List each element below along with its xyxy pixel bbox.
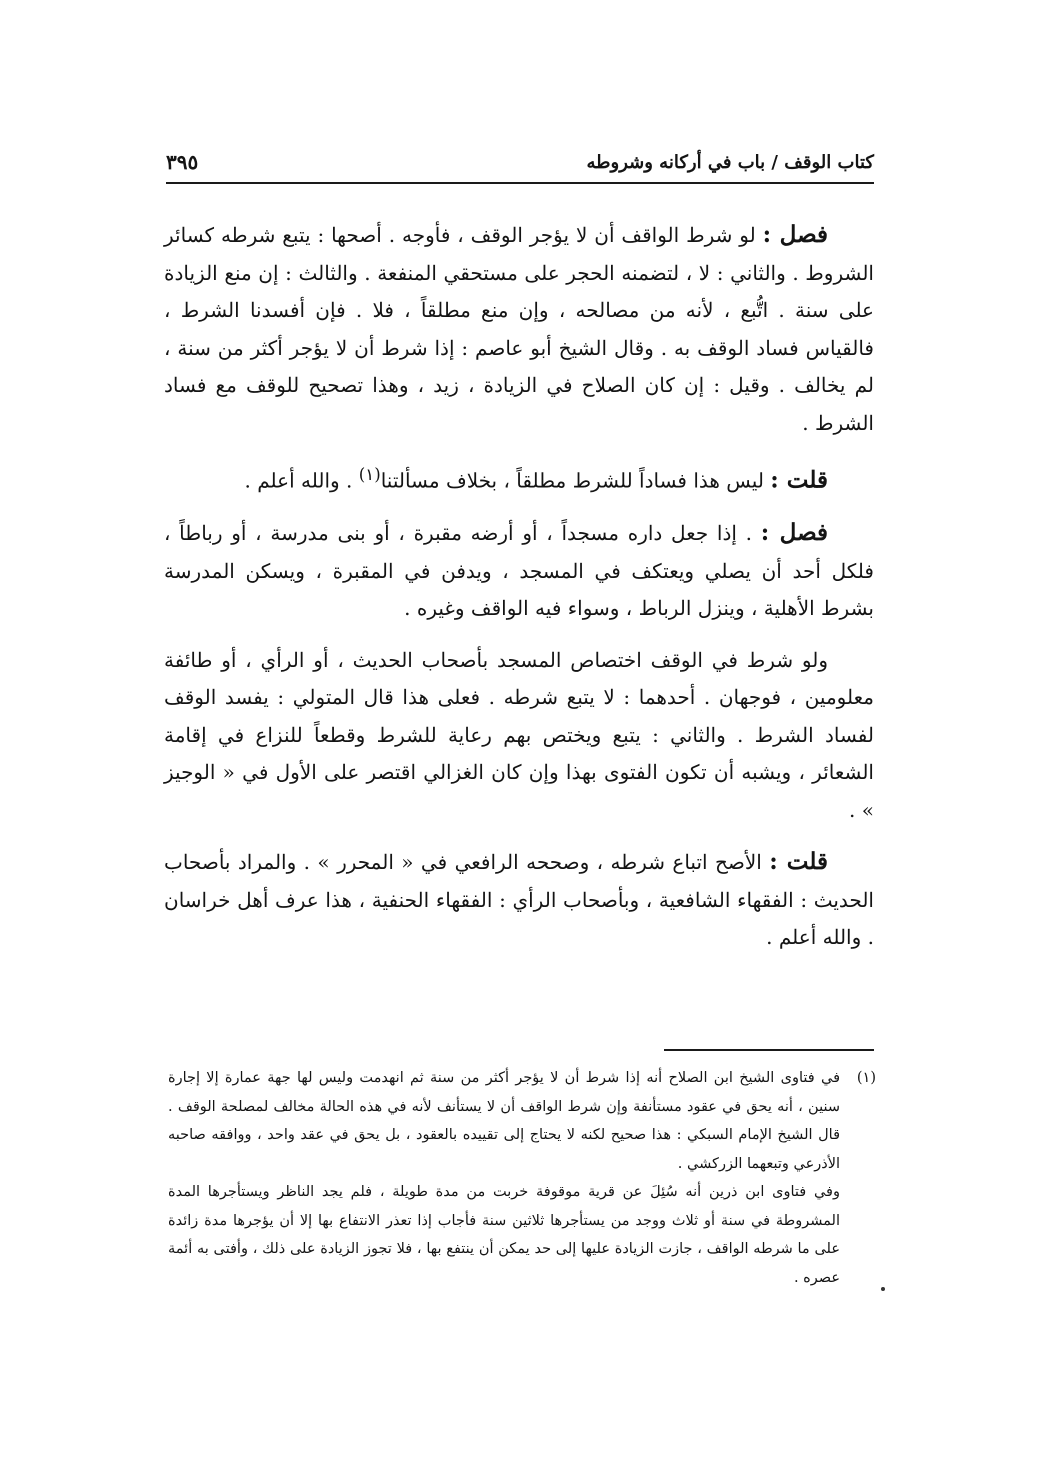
margin-mark: [881, 1287, 885, 1291]
paragraph-text: ولو شرط في الوقف اختصاص المسجد بأصحاب الحديث ، أو الرأي ، أو طائفة معلومين ، فوجهان . أحدهما : لا يتبع شرطه . فعلى هذا قال المتولي : يفسد الوقف لفساد الشرط . والثاني : يتبع ويختص بهم رعاية للشرط وقطعاً للنزاع في إقامة الشعائر ، ويشبه أن تكون الفتوى بهذا وإن كان الغزالي اقتصر على الأول في « الوجيز » .: [164, 647, 874, 822]
note-heading: قلت :: [769, 848, 829, 876]
paragraph-tail: . والله أعلم .: [244, 468, 353, 493]
footnote-marker: (١): [856, 1070, 876, 1086]
note-heading: قلت :: [770, 466, 828, 494]
paragraph-1: [164, 216, 874, 442]
running-title: كتاب الوقف / باب في أركانه وشروطه: [586, 152, 874, 173]
footnote-ref: (١): [358, 465, 381, 484]
footnote-1-continued: [168, 1178, 876, 1292]
paragraph-text: الأصح اتباع شرطه ، وصححه الرافعي في « المحرر » . والمراد بأصحاب الحديث : الفقهاء الشافعية ، وبأصحاب الرأي : الفقهاء الحنفية ، هذا عرف أهل خراسان . والله أعلم .: [164, 850, 874, 950]
section-heading: فصل :: [762, 221, 829, 248]
section-heading: فصل :: [760, 519, 829, 547]
paragraph-text: . إذا جعل داره مسجداً ، أو أرضه مقبرة ، أو بنى مدرسة ، أو رباطاً ، فلكل أحد أن يصلي ويعتكف في المسجد ، ويدفن في المقبرة ، ويسكن المدرسة بشرط الأهلية ، وينزل الرباط ، وسواء فيه الواقف وغيره .: [164, 521, 874, 621]
paragraph-3: [164, 514, 874, 628]
page-header: [166, 146, 874, 184]
footnote-separator: [664, 1049, 874, 1051]
footnotes: [168, 1064, 876, 1292]
page-number: ٣٩٥: [166, 150, 199, 174]
paragraph-5: [164, 843, 874, 957]
main-text: [164, 216, 874, 971]
footnote-text: وفي فتاوى ابن ذرين أنه سُئِلَ عن قرية موقوفة خربت من مدة طويلة ، فلم يجد الناظر ويستأجرها المدة المشروطة في سنة أو ثلاث ووجد من يستأجرها ثلاثين سنة فأجاب إذا تعذر الانتفاع بها إلا أن يؤجرها مدة زائدة على ما شرطه الواقف ، جازت الزيادة عليها إلى حد يمكن أن ينتفع بها ، فلا تجوز الزيادة على ذلك ، وأفتى به أئمة عصره .: [168, 1184, 840, 1286]
paragraph-text: ليس هذا فساداً للشرط مطلقاً ، بخلاف مسألتنا: [380, 468, 764, 493]
footnote-1: [168, 1064, 876, 1178]
paragraph-2: [164, 456, 874, 500]
paragraph-4: [164, 642, 874, 830]
paragraph-text: لو شرط الواقف أن لا يؤجر الوقف ، فأوجه . أصحها : يتبع شرطه كسائر الشروط . والثاني : لا ، لتضمنه الحجر على مستحقي المنفعة . والثالث : إن منع الزيادة على سنة . اتُّبع ، لأنه من مصالحه ، وإن منع مطلقاً ، فلا . فإن أفسدنا الشرط ، فالقياس فساد الوقف به . وقال الشيخ أبو عاصم : إذا شرط أن لا يؤجر أكثر من سنة ، لم يخالف . وقيل : إن كان الصلاح في الزيادة ، زيد ، وهذا تصحيح للوقف مع فساد الشرط .: [164, 223, 874, 435]
footnote-text: في فتاوى الشيخ ابن الصلاح أنه إذا شرط أن لا يؤجر أكثر من سنة ثم انهدمت وليس لها جهة عمارة إلا إجارة سنين ، أنه يحق في عقود مستأنفة وإن شرط الواقف أن لا يستأنف لأنه في هذه الحالة مخالف لمصلحة الوقف . قال الشيخ الإمام السبكي : هذا صحيح لكنه لا يحتاج إلى تقييده بالعقود ، بل يحق في عقد واحد ، ووافقه صاحبه الأذرعي وتبعهما الزركشي .: [168, 1070, 840, 1172]
